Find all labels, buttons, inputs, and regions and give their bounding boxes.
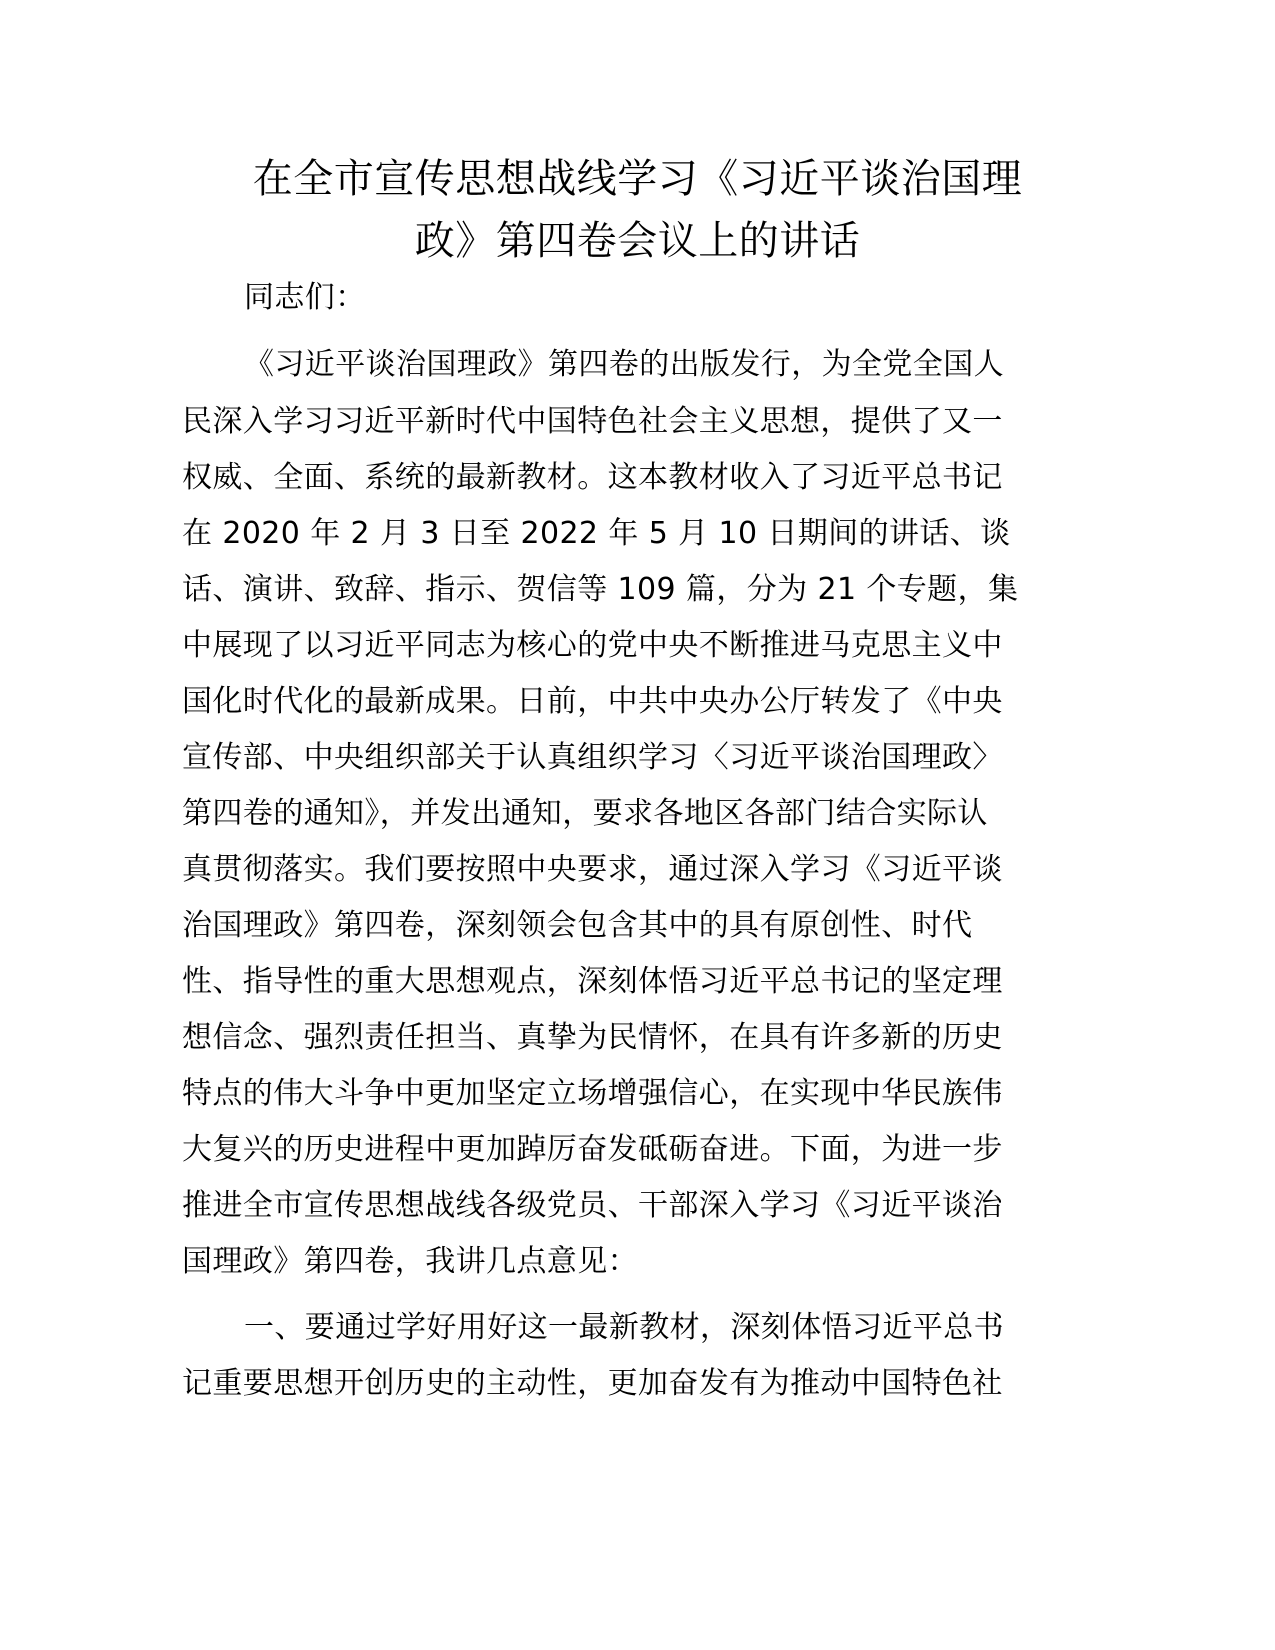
paragraph-1-line-14: 特点的伟大斗争中更加坚定立场增强信心，在实现中华民族伟 — [182, 1076, 1003, 1111]
paragraph-1-line-8: 宣传部、中央组织部关于认真组织学习〈习近平谈治国理政〉 — [182, 740, 1003, 775]
paragraph-1-line-4: 在 2020 年 2 月 3 日至 2022 年 5 月 10 日期间的讲话、谈 — [182, 516, 1011, 551]
paragraph-1-line-3: 权威、全面、系统的最新教材。这本教材收入了习近平总书记 — [182, 460, 1003, 495]
paragraph-2-line-2: 记重要思想开创历史的主动性，更加奋发有为推动中国特色社 — [182, 1366, 1003, 1401]
title-line-1: 在全市宣传思想战线学习《习近平谈治国理 — [252, 156, 1023, 202]
paragraph-1-line-9: 第四卷的通知》，并发出通知，要求各地区各部门结合实际认 — [182, 796, 988, 831]
title-line-2: 政》第四卷会议上的讲话 — [414, 218, 861, 264]
salutation: 同志们： — [244, 280, 366, 315]
paragraph-2-line-1: 一、要通过学好用好这一最新教材，深刻体悟习近平总书 — [244, 1310, 1004, 1345]
document-title — [150, 148, 1125, 272]
paragraph-1-line-7: 国化时代化的最新成果。日前，中共中央办公厅转发了《中央 — [182, 684, 1003, 719]
paragraph-1-line-16: 推进全市宣传思想战线各级党员、干部深入学习《习近平谈治 — [182, 1188, 1003, 1223]
paragraph-1-line-12: 性、指导性的重大思想观点，深刻体悟习近平总书记的坚定理 — [182, 964, 1003, 999]
paragraph-1-line-13: 想信念、强烈责任担当、真挚为民情怀，在具有许多新的历史 — [182, 1020, 1003, 1055]
paragraph-1-line-1: 《习近平谈治国理政》第四卷的出版发行，为全党全国人 — [244, 347, 1004, 382]
paragraph-1-line-15: 大复兴的历史进程中更加踔厉奋发砥砺奋进。下面，为进一步 — [182, 1132, 1003, 1167]
paragraph-1-line-11: 治国理政》第四卷，深刻领会包含其中的具有原创性、时代 — [182, 908, 973, 943]
paragraph-1-line-5: 话、演讲、致辞、指示、贺信等 109 篇，分为 21 个专题，集 — [182, 572, 1019, 607]
paragraph-1-line-17: 国理政》第四卷，我讲几点意见： — [182, 1244, 638, 1279]
paragraph-1-line-6: 中展现了以习近平同志为核心的党中央不断推进马克思主义中 — [182, 628, 1003, 663]
paragraph-1-line-2: 民深入学习习近平新时代中国特色社会主义思想，提供了又一 — [182, 404, 1003, 439]
paragraph-1-line-10: 真贯彻落实。我们要按照中央要求，通过深入学习《习近平谈 — [182, 852, 1003, 887]
